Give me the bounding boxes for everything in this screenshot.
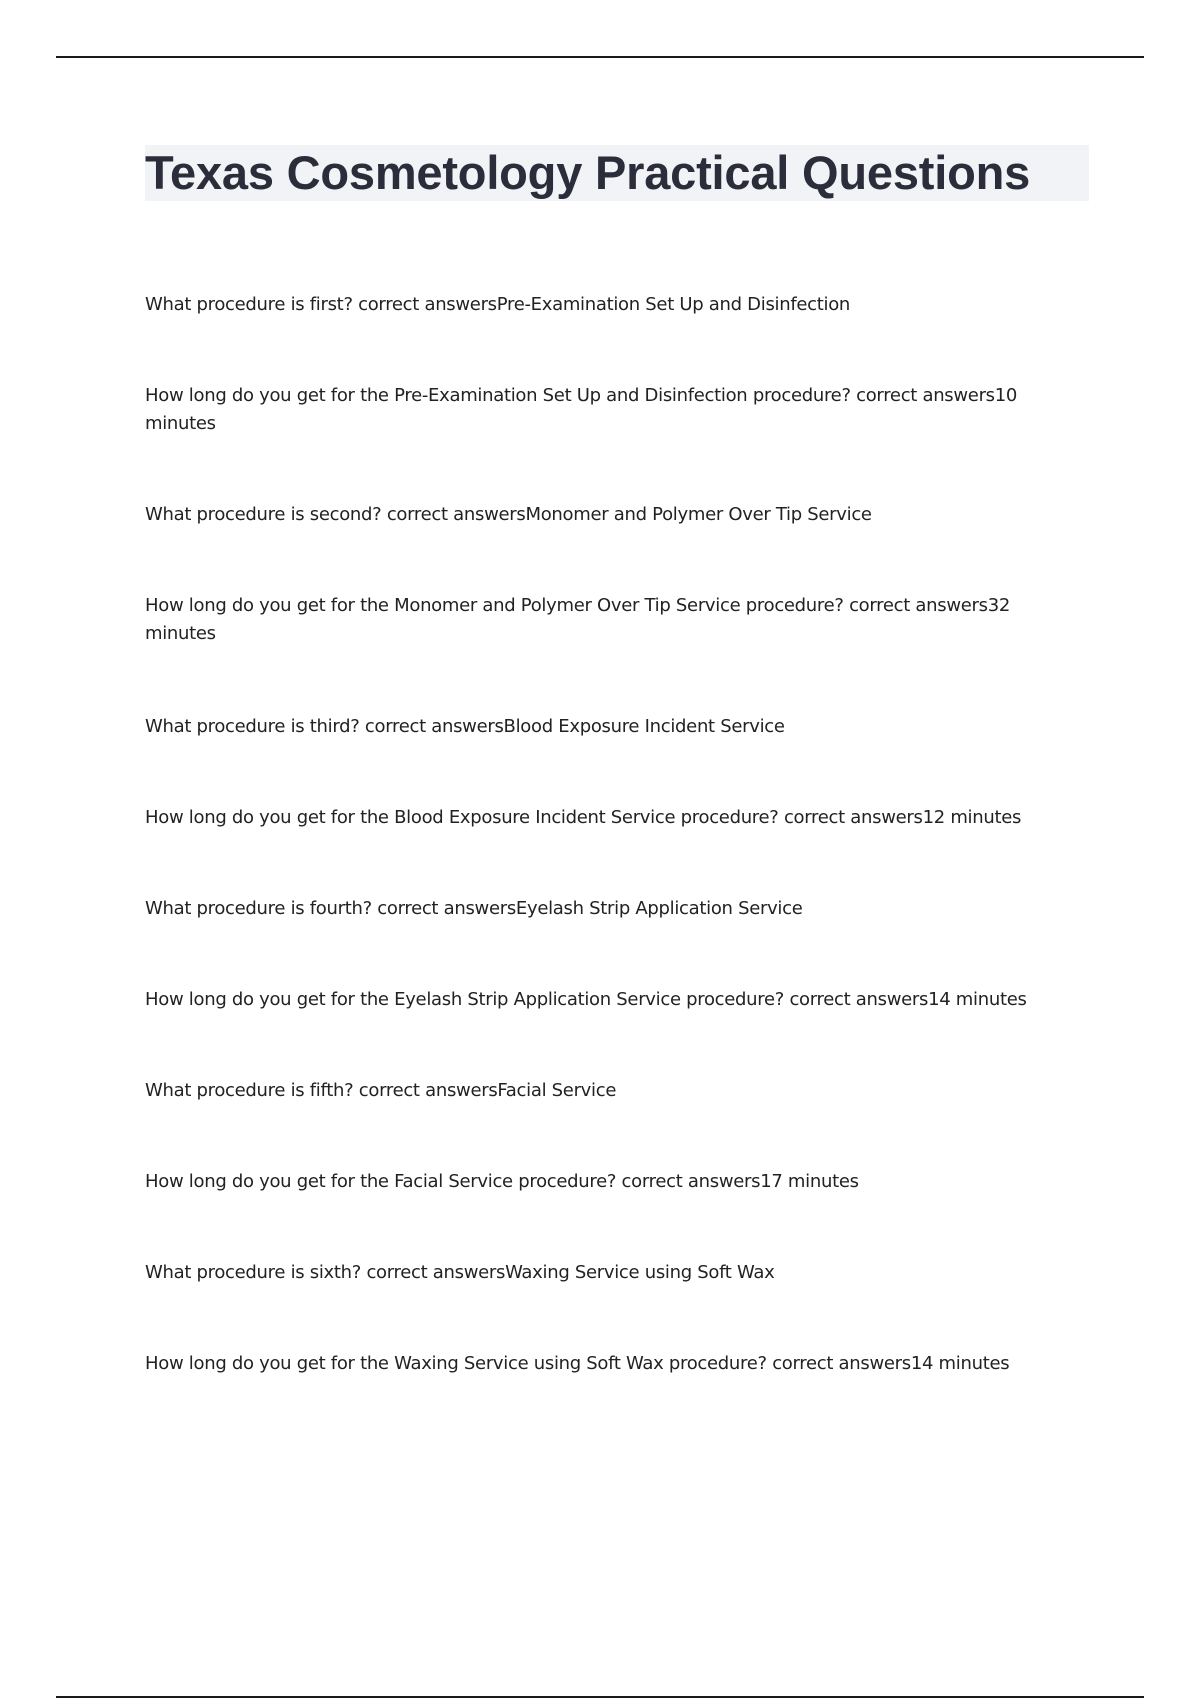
- qa-item: How long do you get for the Blood Exposure Incident Service procedure? correct answers12 minutes: [145, 807, 1022, 828]
- qa-item: What procedure is third? correct answersBlood Exposure Incident Service: [145, 716, 785, 737]
- qa-item: What procedure is fourth? correct answersEyelash Strip Application Service: [145, 898, 803, 919]
- qa-item: How long do you get for the Waxing Service using Soft Wax procedure? correct answers14 minutes: [145, 1353, 1010, 1374]
- qa-item: How long do you get for the Eyelash Strip Application Service procedure? correct answers14 minutes: [145, 989, 1027, 1010]
- qa-item: What procedure is sixth? correct answersWaxing Service using Soft Wax: [145, 1262, 775, 1283]
- bottom-rule: [56, 1696, 1144, 1698]
- qa-item: What procedure is second? correct answersMonomer and Polymer Over Tip Service: [145, 504, 872, 525]
- top-rule: [56, 56, 1144, 58]
- qa-item: How long do you get for the Pre-Examination Set Up and Disinfection procedure? correct answers10 minutes: [145, 385, 1018, 434]
- title-banner: [145, 145, 1089, 201]
- qa-item: How long do you get for the Monomer and Polymer Over Tip Service procedure? correct answers32 minutes: [145, 595, 1011, 644]
- qa-item: What procedure is fifth? correct answersFacial Service: [145, 1080, 617, 1101]
- page-title: Texas Cosmetology Practical Questions: [145, 146, 1031, 199]
- qa-item: What procedure is first? correct answersPre-Examination Set Up and Disinfection: [145, 294, 851, 315]
- qa-item: How long do you get for the Facial Service procedure? correct answers17 minutes: [145, 1171, 859, 1192]
